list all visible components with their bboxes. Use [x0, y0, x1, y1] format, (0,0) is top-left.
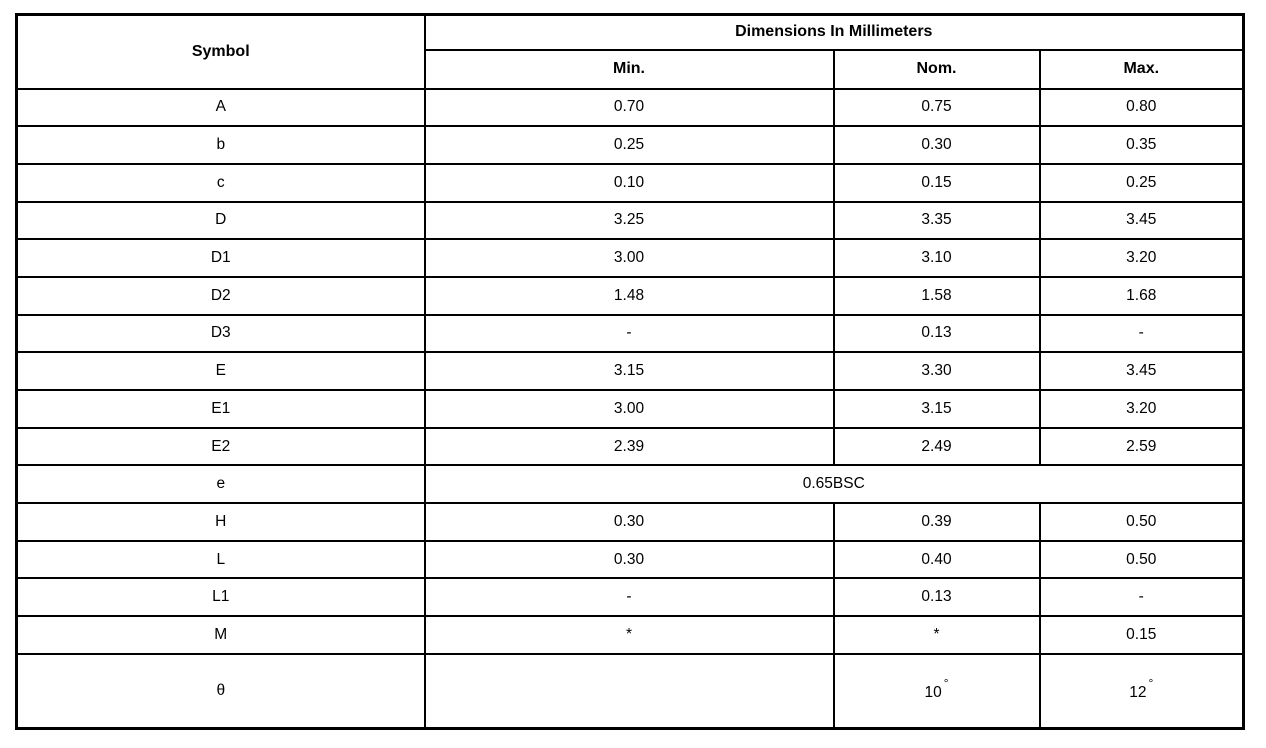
- table-row: [17, 541, 1244, 579]
- value-cell-min: 3.15: [425, 352, 834, 390]
- value-cell-min: 0.30: [425, 541, 834, 579]
- table-row: [17, 277, 1244, 315]
- symbol-cell: L1: [17, 578, 425, 616]
- table-row: [17, 578, 1244, 616]
- symbol-cell: D3: [17, 315, 425, 353]
- value-cell-min: 3.00: [425, 390, 834, 428]
- value-cell-min: 3.25: [425, 202, 834, 240]
- value-cell-max: 0.35: [1040, 126, 1244, 164]
- value-cell-nom: 3.10: [834, 239, 1040, 277]
- value-cell-max: 0.15: [1040, 616, 1244, 654]
- value-cell-min: 0.10: [425, 164, 834, 202]
- value-cell-max: 0.25: [1040, 164, 1244, 202]
- min-column-header: Min.: [425, 50, 834, 89]
- value-cell-min: *: [425, 616, 834, 654]
- value-cell-max: 0.50: [1040, 541, 1244, 579]
- table-row: [17, 164, 1244, 202]
- value-cell-nom: 0.13: [834, 315, 1040, 353]
- value-cell-nom: *: [834, 616, 1040, 654]
- angle-value: 12: [1129, 684, 1147, 702]
- table-row: [17, 89, 1244, 127]
- value-cell-min: 0.25: [425, 126, 834, 164]
- degree-symbol: °: [1148, 675, 1154, 690]
- value-cell-nom: 0.39: [834, 503, 1040, 541]
- table-header: [17, 15, 1244, 89]
- table-body: [17, 89, 1244, 729]
- symbol-cell: A: [17, 89, 425, 127]
- dimensions-group-header: Dimensions In Millimeters: [425, 15, 1244, 50]
- table-row: [17, 239, 1244, 277]
- value-cell-max: 3.45: [1040, 352, 1244, 390]
- value-cell-min: 0.30: [425, 503, 834, 541]
- value-cell-nom: 0.15: [834, 164, 1040, 202]
- symbol-cell: M: [17, 616, 425, 654]
- value-cell-min: 2.39: [425, 428, 834, 466]
- table-row: [17, 654, 1244, 729]
- symbol-cell: D: [17, 202, 425, 240]
- table-row: [17, 503, 1244, 541]
- value-cell-max: 1.68: [1040, 277, 1244, 315]
- value-cell-nom: 3.35: [834, 202, 1040, 240]
- table-row: [17, 352, 1244, 390]
- value-cell-nom: 3.15: [834, 390, 1040, 428]
- value-cell-nom: 0.30: [834, 126, 1040, 164]
- value-cell-merged: 0.65BSC: [425, 465, 1244, 503]
- symbol-column-header: Symbol: [17, 15, 425, 89]
- symbol-cell: E1: [17, 390, 425, 428]
- table-row: [17, 616, 1244, 654]
- symbol-cell: D1: [17, 239, 425, 277]
- table-row: [17, 202, 1244, 240]
- table-row: [17, 465, 1244, 503]
- symbol-cell: L: [17, 541, 425, 579]
- value-cell-nom: [834, 654, 1040, 729]
- symbol-cell: E2: [17, 428, 425, 466]
- package-dimensions-table: [15, 13, 1245, 730]
- value-cell-min: -: [425, 315, 834, 353]
- degree-symbol: °: [943, 675, 949, 690]
- value-cell-max: 0.50: [1040, 503, 1244, 541]
- header-row-group: [17, 15, 1244, 50]
- value-cell-max: 0.80: [1040, 89, 1244, 127]
- value-cell-max: -: [1040, 578, 1244, 616]
- value-cell-max: 3.20: [1040, 390, 1244, 428]
- value-cell-max: 2.59: [1040, 428, 1244, 466]
- symbol-cell: θ: [17, 654, 425, 729]
- value-cell-nom: 2.49: [834, 428, 1040, 466]
- symbol-cell: D2: [17, 277, 425, 315]
- symbol-cell: E: [17, 352, 425, 390]
- dimensions-table-container: [15, 13, 1245, 730]
- value-cell-nom: 0.40: [834, 541, 1040, 579]
- value-cell-min: 0.70: [425, 89, 834, 127]
- value-cell-nom: 1.58: [834, 277, 1040, 315]
- value-cell-max: 3.45: [1040, 202, 1244, 240]
- angle-value: 10: [924, 684, 942, 702]
- symbol-cell: e: [17, 465, 425, 503]
- table-row: [17, 428, 1244, 466]
- value-cell-min: 3.00: [425, 239, 834, 277]
- table-row: [17, 390, 1244, 428]
- symbol-cell: b: [17, 126, 425, 164]
- value-cell-nom: 0.75: [834, 89, 1040, 127]
- table-row: [17, 315, 1244, 353]
- value-cell-min: 1.48: [425, 277, 834, 315]
- value-cell-max: 3.20: [1040, 239, 1244, 277]
- symbol-cell: H: [17, 503, 425, 541]
- value-cell-max: [1040, 654, 1244, 729]
- table-row: [17, 126, 1244, 164]
- value-cell-nom: 3.30: [834, 352, 1040, 390]
- value-cell-min: -: [425, 578, 834, 616]
- max-column-header: Max.: [1040, 50, 1244, 89]
- value-cell-min: [425, 654, 834, 729]
- symbol-cell: c: [17, 164, 425, 202]
- value-cell-nom: 0.13: [834, 578, 1040, 616]
- nom-column-header: Nom.: [834, 50, 1040, 89]
- value-cell-max: -: [1040, 315, 1244, 353]
